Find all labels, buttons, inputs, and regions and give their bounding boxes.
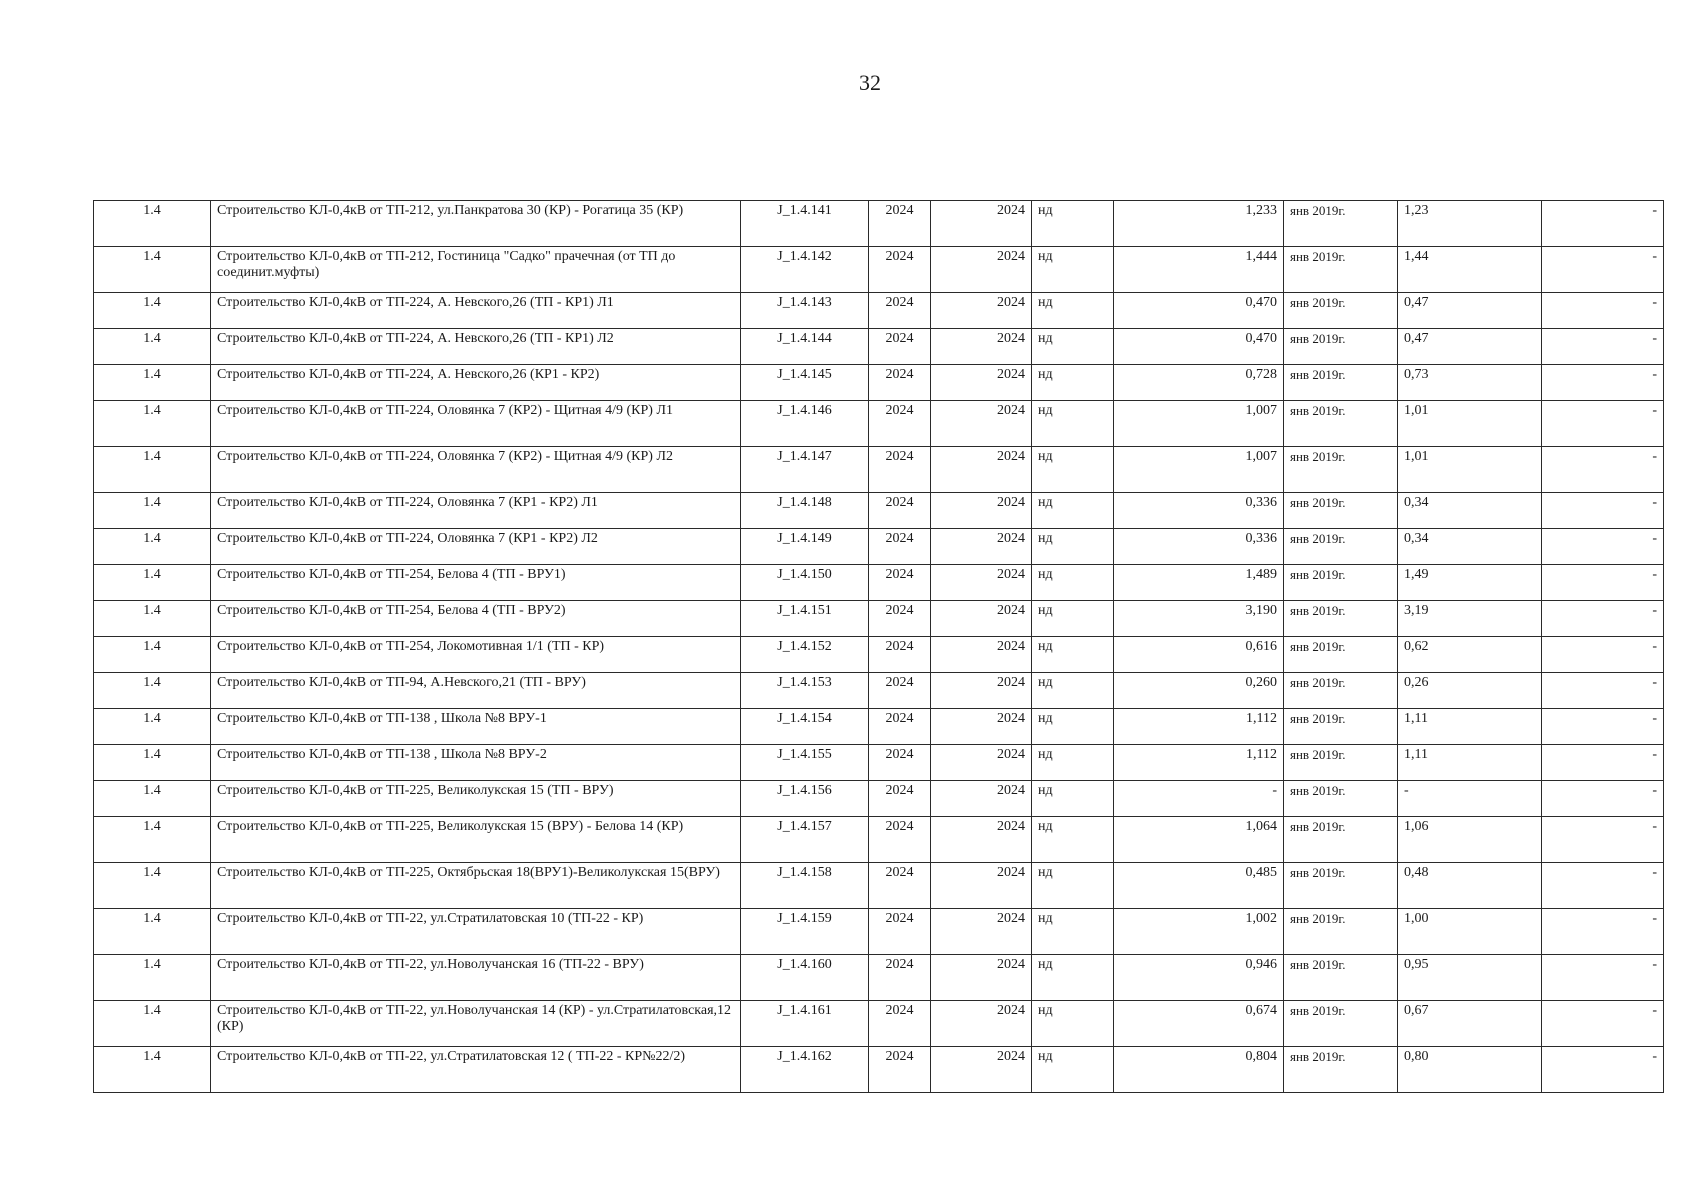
rounded-value-cell: 1,44 bbox=[1398, 247, 1542, 293]
start-year-cell: 2024 bbox=[869, 565, 931, 601]
name-cell: Строительство КЛ-0,4кВ от ТП-254, Локомотивная 1/1 (ТП - КР) bbox=[211, 637, 741, 673]
unit-cell: нд bbox=[1032, 365, 1114, 401]
value-cell: 0,804 bbox=[1114, 1047, 1284, 1093]
rounded-value-cell: 0,34 bbox=[1398, 529, 1542, 565]
table-row bbox=[94, 709, 1664, 745]
dash-cell: - bbox=[1542, 909, 1664, 955]
end-year-cell: 2024 bbox=[931, 565, 1032, 601]
end-year-cell: 2024 bbox=[931, 493, 1032, 529]
code-cell: J_1.4.143 bbox=[741, 293, 869, 329]
date-cell: янв 2019г. bbox=[1284, 1047, 1398, 1093]
dash-cell: - bbox=[1542, 709, 1664, 745]
section-cell: 1.4 bbox=[94, 529, 211, 565]
section-cell: 1.4 bbox=[94, 1001, 211, 1047]
dash-cell: - bbox=[1542, 329, 1664, 365]
name-cell: Строительство КЛ-0,4кВ от ТП-224, А. Невского,26 (ТП - КР1) Л1 bbox=[211, 293, 741, 329]
code-cell: J_1.4.155 bbox=[741, 745, 869, 781]
name-cell: Строительство КЛ-0,4кВ от ТП-212, Гостиница "Садко" прачечная (от ТП до соединит.муфты) bbox=[211, 247, 741, 293]
table-row bbox=[94, 201, 1664, 247]
start-year-cell: 2024 bbox=[869, 1047, 931, 1093]
table-row bbox=[94, 365, 1664, 401]
name-cell: Строительство КЛ-0,4кВ от ТП-225, Великолукская 15 (ТП - ВРУ) bbox=[211, 781, 741, 817]
table-row bbox=[94, 909, 1664, 955]
code-cell: J_1.4.161 bbox=[741, 1001, 869, 1047]
code-cell: J_1.4.152 bbox=[741, 637, 869, 673]
end-year-cell: 2024 bbox=[931, 817, 1032, 863]
unit-cell: нд bbox=[1032, 401, 1114, 447]
table-row bbox=[94, 955, 1664, 1001]
end-year-cell: 2024 bbox=[931, 247, 1032, 293]
date-cell: янв 2019г. bbox=[1284, 781, 1398, 817]
value-cell: 1,007 bbox=[1114, 447, 1284, 493]
rounded-value-cell: 0,80 bbox=[1398, 1047, 1542, 1093]
end-year-cell: 2024 bbox=[931, 329, 1032, 365]
section-cell: 1.4 bbox=[94, 565, 211, 601]
code-cell: J_1.4.157 bbox=[741, 817, 869, 863]
end-year-cell: 2024 bbox=[931, 365, 1032, 401]
table-row bbox=[94, 781, 1664, 817]
section-cell: 1.4 bbox=[94, 601, 211, 637]
table-row bbox=[94, 565, 1664, 601]
unit-cell: нд bbox=[1032, 1047, 1114, 1093]
code-cell: J_1.4.162 bbox=[741, 1047, 869, 1093]
name-cell: Строительство КЛ-0,4кВ от ТП-224, Оловянка 7 (КР1 - КР2) Л1 bbox=[211, 493, 741, 529]
start-year-cell: 2024 bbox=[869, 673, 931, 709]
unit-cell: нд bbox=[1032, 447, 1114, 493]
name-cell: Строительство КЛ-0,4кВ от ТП-212, ул.Панкратова 30 (КР) - Рогатица 35 (КР) bbox=[211, 201, 741, 247]
rounded-value-cell: - bbox=[1398, 781, 1542, 817]
section-cell: 1.4 bbox=[94, 955, 211, 1001]
code-cell: J_1.4.149 bbox=[741, 529, 869, 565]
start-year-cell: 2024 bbox=[869, 709, 931, 745]
date-cell: янв 2019г. bbox=[1284, 529, 1398, 565]
name-cell: Строительство КЛ-0,4кВ от ТП-224, Оловянка 7 (КР2) - Щитная 4/9 (КР) Л2 bbox=[211, 447, 741, 493]
code-cell: J_1.4.158 bbox=[741, 863, 869, 909]
date-cell: янв 2019г. bbox=[1284, 637, 1398, 673]
date-cell: янв 2019г. bbox=[1284, 247, 1398, 293]
table-row bbox=[94, 1047, 1664, 1093]
rounded-value-cell: 1,01 bbox=[1398, 447, 1542, 493]
start-year-cell: 2024 bbox=[869, 601, 931, 637]
section-cell: 1.4 bbox=[94, 1047, 211, 1093]
end-year-cell: 2024 bbox=[931, 955, 1032, 1001]
date-cell: янв 2019г. bbox=[1284, 329, 1398, 365]
end-year-cell: 2024 bbox=[931, 1001, 1032, 1047]
dash-cell: - bbox=[1542, 637, 1664, 673]
unit-cell: нд bbox=[1032, 493, 1114, 529]
start-year-cell: 2024 bbox=[869, 493, 931, 529]
dash-cell: - bbox=[1542, 365, 1664, 401]
section-cell: 1.4 bbox=[94, 447, 211, 493]
value-cell: 0,336 bbox=[1114, 529, 1284, 565]
table-row bbox=[94, 863, 1664, 909]
section-cell: 1.4 bbox=[94, 493, 211, 529]
value-cell: 1,007 bbox=[1114, 401, 1284, 447]
date-cell: янв 2019г. bbox=[1284, 565, 1398, 601]
rounded-value-cell: 0,67 bbox=[1398, 1001, 1542, 1047]
date-cell: янв 2019г. bbox=[1284, 955, 1398, 1001]
date-cell: янв 2019г. bbox=[1284, 365, 1398, 401]
unit-cell: нд bbox=[1032, 673, 1114, 709]
end-year-cell: 2024 bbox=[931, 673, 1032, 709]
section-cell: 1.4 bbox=[94, 637, 211, 673]
value-cell: 0,470 bbox=[1114, 329, 1284, 365]
section-cell: 1.4 bbox=[94, 365, 211, 401]
name-cell: Строительство КЛ-0,4кВ от ТП-22, ул.Новолучанская 14 (КР) - ул.Стратилатовская,12 (КР) bbox=[211, 1001, 741, 1047]
rounded-value-cell: 0,47 bbox=[1398, 329, 1542, 365]
dash-cell: - bbox=[1542, 745, 1664, 781]
table-row bbox=[94, 1001, 1664, 1047]
dash-cell: - bbox=[1542, 293, 1664, 329]
date-cell: янв 2019г. bbox=[1284, 447, 1398, 493]
code-cell: J_1.4.160 bbox=[741, 955, 869, 1001]
unit-cell: нд bbox=[1032, 817, 1114, 863]
table-row bbox=[94, 447, 1664, 493]
value-cell: 3,190 bbox=[1114, 601, 1284, 637]
name-cell: Строительство КЛ-0,4кВ от ТП-224, Оловянка 7 (КР1 - КР2) Л2 bbox=[211, 529, 741, 565]
date-cell: янв 2019г. bbox=[1284, 745, 1398, 781]
dash-cell: - bbox=[1542, 401, 1664, 447]
section-cell: 1.4 bbox=[94, 745, 211, 781]
unit-cell: нд bbox=[1032, 293, 1114, 329]
date-cell: янв 2019г. bbox=[1284, 709, 1398, 745]
start-year-cell: 2024 bbox=[869, 293, 931, 329]
dash-cell: - bbox=[1542, 673, 1664, 709]
code-cell: J_1.4.147 bbox=[741, 447, 869, 493]
unit-cell: нд bbox=[1032, 955, 1114, 1001]
value-cell: 0,946 bbox=[1114, 955, 1284, 1001]
value-cell: 1,112 bbox=[1114, 709, 1284, 745]
unit-cell: нд bbox=[1032, 637, 1114, 673]
table-row bbox=[94, 637, 1664, 673]
unit-cell: нд bbox=[1032, 247, 1114, 293]
section-cell: 1.4 bbox=[94, 401, 211, 447]
section-cell: 1.4 bbox=[94, 781, 211, 817]
start-year-cell: 2024 bbox=[869, 401, 931, 447]
dash-cell: - bbox=[1542, 1001, 1664, 1047]
rounded-value-cell: 0,95 bbox=[1398, 955, 1542, 1001]
start-year-cell: 2024 bbox=[869, 955, 931, 1001]
start-year-cell: 2024 bbox=[869, 247, 931, 293]
code-cell: J_1.4.156 bbox=[741, 781, 869, 817]
dash-cell: - bbox=[1542, 201, 1664, 247]
date-cell: янв 2019г. bbox=[1284, 1001, 1398, 1047]
page-number: 32 bbox=[859, 70, 881, 95]
name-cell: Строительство КЛ-0,4кВ от ТП-254, Белова 4 (ТП - ВРУ2) bbox=[211, 601, 741, 637]
date-cell: янв 2019г. bbox=[1284, 863, 1398, 909]
section-cell: 1.4 bbox=[94, 247, 211, 293]
dash-cell: - bbox=[1542, 565, 1664, 601]
start-year-cell: 2024 bbox=[869, 863, 931, 909]
table-row bbox=[94, 293, 1664, 329]
unit-cell: нд bbox=[1032, 1001, 1114, 1047]
date-cell: янв 2019г. bbox=[1284, 673, 1398, 709]
start-year-cell: 2024 bbox=[869, 329, 931, 365]
unit-cell: нд bbox=[1032, 781, 1114, 817]
code-cell: J_1.4.146 bbox=[741, 401, 869, 447]
name-cell: Строительство КЛ-0,4кВ от ТП-22, ул.Стратилатовская 10 (ТП-22 - КР) bbox=[211, 909, 741, 955]
value-cell: 0,260 bbox=[1114, 673, 1284, 709]
code-cell: J_1.4.142 bbox=[741, 247, 869, 293]
date-cell: янв 2019г. bbox=[1284, 601, 1398, 637]
code-cell: J_1.4.151 bbox=[741, 601, 869, 637]
unit-cell: нд bbox=[1032, 329, 1114, 365]
rounded-value-cell: 0,62 bbox=[1398, 637, 1542, 673]
end-year-cell: 2024 bbox=[931, 401, 1032, 447]
rounded-value-cell: 0,34 bbox=[1398, 493, 1542, 529]
code-cell: J_1.4.154 bbox=[741, 709, 869, 745]
section-cell: 1.4 bbox=[94, 817, 211, 863]
name-cell: Строительство КЛ-0,4кВ от ТП-224, А. Невского,26 (ТП - КР1) Л2 bbox=[211, 329, 741, 365]
end-year-cell: 2024 bbox=[931, 529, 1032, 565]
dash-cell: - bbox=[1542, 955, 1664, 1001]
start-year-cell: 2024 bbox=[869, 745, 931, 781]
start-year-cell: 2024 bbox=[869, 909, 931, 955]
value-cell: 1,233 bbox=[1114, 201, 1284, 247]
value-cell: 0,485 bbox=[1114, 863, 1284, 909]
code-cell: J_1.4.150 bbox=[741, 565, 869, 601]
rounded-value-cell: 1,11 bbox=[1398, 745, 1542, 781]
project-table bbox=[93, 200, 1664, 1093]
name-cell: Строительство КЛ-0,4кВ от ТП-224, Оловянка 7 (КР2) - Щитная 4/9 (КР) Л1 bbox=[211, 401, 741, 447]
end-year-cell: 2024 bbox=[931, 637, 1032, 673]
start-year-cell: 2024 bbox=[869, 781, 931, 817]
table-row bbox=[94, 401, 1664, 447]
end-year-cell: 2024 bbox=[931, 781, 1032, 817]
date-cell: янв 2019г. bbox=[1284, 817, 1398, 863]
dash-cell: - bbox=[1542, 601, 1664, 637]
section-cell: 1.4 bbox=[94, 293, 211, 329]
name-cell: Строительство КЛ-0,4кВ от ТП-94, А.Невского,21 (ТП - ВРУ) bbox=[211, 673, 741, 709]
start-year-cell: 2024 bbox=[869, 529, 931, 565]
value-cell: 1,489 bbox=[1114, 565, 1284, 601]
unit-cell: нд bbox=[1032, 863, 1114, 909]
rounded-value-cell: 0,73 bbox=[1398, 365, 1542, 401]
unit-cell: нд bbox=[1032, 709, 1114, 745]
code-cell: J_1.4.141 bbox=[741, 201, 869, 247]
name-cell: Строительство КЛ-0,4кВ от ТП-224, А. Невского,26 (КР1 - КР2) bbox=[211, 365, 741, 401]
section-cell: 1.4 bbox=[94, 329, 211, 365]
rounded-value-cell: 1,23 bbox=[1398, 201, 1542, 247]
rounded-value-cell: 1,01 bbox=[1398, 401, 1542, 447]
code-cell: J_1.4.153 bbox=[741, 673, 869, 709]
name-cell: Строительство КЛ-0,4кВ от ТП-138 , Школа №8 ВРУ-1 bbox=[211, 709, 741, 745]
name-cell: Строительство КЛ-0,4кВ от ТП-225, Великолукская 15 (ВРУ) - Белова 14 (КР) bbox=[211, 817, 741, 863]
section-cell: 1.4 bbox=[94, 863, 211, 909]
date-cell: янв 2019г. bbox=[1284, 401, 1398, 447]
rounded-value-cell: 1,49 bbox=[1398, 565, 1542, 601]
value-cell: 0,674 bbox=[1114, 1001, 1284, 1047]
date-cell: янв 2019г. bbox=[1284, 293, 1398, 329]
rounded-value-cell: 1,06 bbox=[1398, 817, 1542, 863]
table-row bbox=[94, 247, 1664, 293]
date-cell: янв 2019г. bbox=[1284, 201, 1398, 247]
code-cell: J_1.4.159 bbox=[741, 909, 869, 955]
start-year-cell: 2024 bbox=[869, 365, 931, 401]
table-row bbox=[94, 673, 1664, 709]
dash-cell: - bbox=[1542, 863, 1664, 909]
table-body bbox=[94, 201, 1664, 1093]
start-year-cell: 2024 bbox=[869, 817, 931, 863]
table-row bbox=[94, 817, 1664, 863]
rounded-value-cell: 0,48 bbox=[1398, 863, 1542, 909]
end-year-cell: 2024 bbox=[931, 863, 1032, 909]
end-year-cell: 2024 bbox=[931, 601, 1032, 637]
end-year-cell: 2024 bbox=[931, 293, 1032, 329]
table-row bbox=[94, 493, 1664, 529]
table-row bbox=[94, 329, 1664, 365]
rounded-value-cell: 3,19 bbox=[1398, 601, 1542, 637]
section-cell: 1.4 bbox=[94, 201, 211, 247]
name-cell: Строительство КЛ-0,4кВ от ТП-22, ул.Новолучанская 16 (ТП-22 - ВРУ) bbox=[211, 955, 741, 1001]
code-cell: J_1.4.144 bbox=[741, 329, 869, 365]
dash-cell: - bbox=[1542, 529, 1664, 565]
end-year-cell: 2024 bbox=[931, 745, 1032, 781]
start-year-cell: 2024 bbox=[869, 447, 931, 493]
value-cell: 0,470 bbox=[1114, 293, 1284, 329]
value-cell: 0,616 bbox=[1114, 637, 1284, 673]
unit-cell: нд bbox=[1032, 201, 1114, 247]
rounded-value-cell: 0,47 bbox=[1398, 293, 1542, 329]
rounded-value-cell: 1,11 bbox=[1398, 709, 1542, 745]
section-cell: 1.4 bbox=[94, 909, 211, 955]
end-year-cell: 2024 bbox=[931, 447, 1032, 493]
value-cell: 0,728 bbox=[1114, 365, 1284, 401]
value-cell: 0,336 bbox=[1114, 493, 1284, 529]
date-cell: янв 2019г. bbox=[1284, 493, 1398, 529]
value-cell: 1,112 bbox=[1114, 745, 1284, 781]
unit-cell: нд bbox=[1032, 601, 1114, 637]
table-row bbox=[94, 601, 1664, 637]
rounded-value-cell: 1,00 bbox=[1398, 909, 1542, 955]
start-year-cell: 2024 bbox=[869, 637, 931, 673]
section-cell: 1.4 bbox=[94, 709, 211, 745]
unit-cell: нд bbox=[1032, 565, 1114, 601]
dash-cell: - bbox=[1542, 781, 1664, 817]
dash-cell: - bbox=[1542, 247, 1664, 293]
end-year-cell: 2024 bbox=[931, 1047, 1032, 1093]
name-cell: Строительство КЛ-0,4кВ от ТП-138 , Школа №8 ВРУ-2 bbox=[211, 745, 741, 781]
dash-cell: - bbox=[1542, 1047, 1664, 1093]
unit-cell: нд bbox=[1032, 745, 1114, 781]
unit-cell: нд bbox=[1032, 529, 1114, 565]
value-cell: 1,002 bbox=[1114, 909, 1284, 955]
value-cell: 1,444 bbox=[1114, 247, 1284, 293]
table-row bbox=[94, 745, 1664, 781]
name-cell: Строительство КЛ-0,4кВ от ТП-254, Белова 4 (ТП - ВРУ1) bbox=[211, 565, 741, 601]
dash-cell: - bbox=[1542, 817, 1664, 863]
code-cell: J_1.4.145 bbox=[741, 365, 869, 401]
rounded-value-cell: 0,26 bbox=[1398, 673, 1542, 709]
code-cell: J_1.4.148 bbox=[741, 493, 869, 529]
start-year-cell: 2024 bbox=[869, 1001, 931, 1047]
end-year-cell: 2024 bbox=[931, 201, 1032, 247]
end-year-cell: 2024 bbox=[931, 709, 1032, 745]
date-cell: янв 2019г. bbox=[1284, 909, 1398, 955]
value-cell: 1,064 bbox=[1114, 817, 1284, 863]
dash-cell: - bbox=[1542, 447, 1664, 493]
name-cell: Строительство КЛ-0,4кВ от ТП-225, Октябрьская 18(ВРУ1)-Великолукская 15(ВРУ) bbox=[211, 863, 741, 909]
start-year-cell: 2024 bbox=[869, 201, 931, 247]
dash-cell: - bbox=[1542, 493, 1664, 529]
value-cell: - bbox=[1114, 781, 1284, 817]
table-row bbox=[94, 529, 1664, 565]
unit-cell: нд bbox=[1032, 909, 1114, 955]
name-cell: Строительство КЛ-0,4кВ от ТП-22, ул.Стратилатовская 12 ( ТП-22 - КР№22/2) bbox=[211, 1047, 741, 1093]
section-cell: 1.4 bbox=[94, 673, 211, 709]
end-year-cell: 2024 bbox=[931, 909, 1032, 955]
